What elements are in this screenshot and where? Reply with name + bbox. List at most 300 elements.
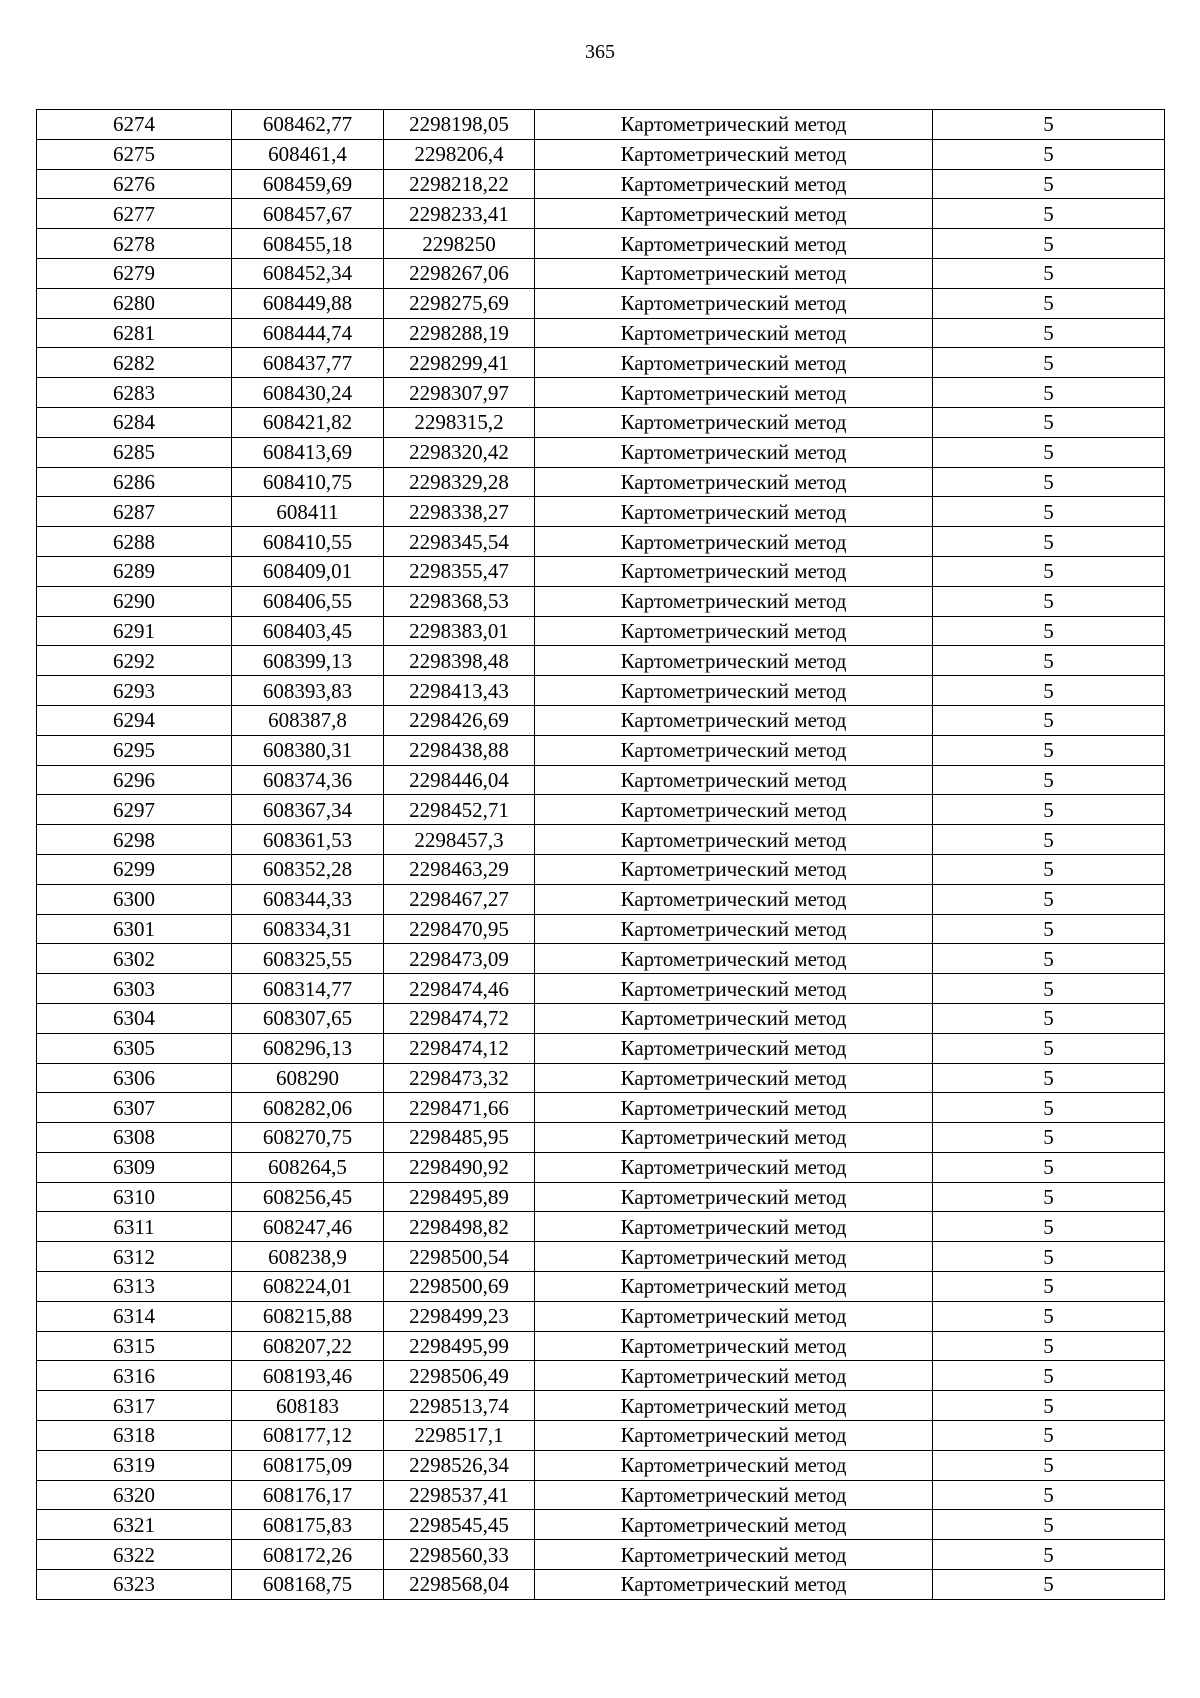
y-coordinate-cell: 2298288,19 (384, 318, 535, 348)
accuracy-cell: 5 (933, 1033, 1165, 1063)
table-row (37, 735, 1165, 765)
accuracy-cell: 5 (933, 169, 1165, 199)
y-coordinate-cell: 2298500,69 (384, 1272, 535, 1302)
y-coordinate-cell: 2298568,04 (384, 1570, 535, 1600)
y-coordinate-cell: 2298452,71 (384, 795, 535, 825)
y-coordinate-cell: 2298457,3 (384, 825, 535, 855)
x-coordinate-cell: 608314,77 (232, 974, 384, 1004)
x-coordinate-cell: 608410,75 (232, 467, 384, 497)
method-cell: Картометрический метод (535, 795, 933, 825)
point-number-cell: 6280 (37, 288, 232, 318)
x-coordinate-cell: 608374,36 (232, 765, 384, 795)
table-row (37, 854, 1165, 884)
accuracy-cell: 5 (933, 110, 1165, 140)
x-coordinate-cell: 608361,53 (232, 825, 384, 855)
accuracy-cell: 5 (933, 1212, 1165, 1242)
point-number-cell: 6289 (37, 556, 232, 586)
point-number-cell: 6291 (37, 616, 232, 646)
x-coordinate-cell: 608256,45 (232, 1182, 384, 1212)
point-number-cell: 6294 (37, 705, 232, 735)
accuracy-cell: 5 (933, 884, 1165, 914)
table-row (37, 914, 1165, 944)
table-row (37, 1450, 1165, 1480)
method-cell: Картометрический метод (535, 884, 933, 914)
x-coordinate-cell: 608393,83 (232, 676, 384, 706)
y-coordinate-cell: 2298345,54 (384, 527, 535, 557)
table-row (37, 825, 1165, 855)
method-cell: Картометрический метод (535, 378, 933, 408)
method-cell: Картометрический метод (535, 1421, 933, 1451)
accuracy-cell: 5 (933, 1063, 1165, 1093)
table-row (37, 527, 1165, 557)
y-coordinate-cell: 2298471,66 (384, 1093, 535, 1123)
y-coordinate-cell: 2298299,41 (384, 348, 535, 378)
y-coordinate-cell: 2298499,23 (384, 1301, 535, 1331)
accuracy-cell: 5 (933, 407, 1165, 437)
method-cell: Картометрический метод (535, 1272, 933, 1302)
y-coordinate-cell: 2298500,54 (384, 1242, 535, 1272)
method-cell: Картометрический метод (535, 944, 933, 974)
y-coordinate-cell: 2298495,99 (384, 1331, 535, 1361)
accuracy-cell: 5 (933, 556, 1165, 586)
method-cell: Картометрический метод (535, 1093, 933, 1123)
y-coordinate-cell: 2298426,69 (384, 705, 535, 735)
x-coordinate-cell: 608176,17 (232, 1480, 384, 1510)
accuracy-cell: 5 (933, 1421, 1165, 1451)
x-coordinate-cell: 608172,26 (232, 1540, 384, 1570)
x-coordinate-cell: 608403,45 (232, 616, 384, 646)
method-cell: Картометрический метод (535, 169, 933, 199)
table-row (37, 1003, 1165, 1033)
table-row (37, 288, 1165, 318)
x-coordinate-cell: 608325,55 (232, 944, 384, 974)
accuracy-cell: 5 (933, 288, 1165, 318)
table-row (37, 646, 1165, 676)
x-coordinate-cell: 608409,01 (232, 556, 384, 586)
accuracy-cell: 5 (933, 944, 1165, 974)
method-cell: Картометрический метод (535, 1063, 933, 1093)
table-row (37, 676, 1165, 706)
method-cell: Картометрический метод (535, 1540, 933, 1570)
method-cell: Картометрический метод (535, 1361, 933, 1391)
x-coordinate-cell: 608459,69 (232, 169, 384, 199)
x-coordinate-cell: 608462,77 (232, 110, 384, 140)
table-row (37, 1063, 1165, 1093)
table-row (37, 1093, 1165, 1123)
accuracy-cell: 5 (933, 1331, 1165, 1361)
point-number-cell: 6283 (37, 378, 232, 408)
table-row (37, 497, 1165, 527)
x-coordinate-cell: 608421,82 (232, 407, 384, 437)
point-number-cell: 6299 (37, 854, 232, 884)
method-cell: Картометрический метод (535, 616, 933, 646)
x-coordinate-cell: 608452,34 (232, 258, 384, 288)
point-number-cell: 6282 (37, 348, 232, 378)
point-number-cell: 6276 (37, 169, 232, 199)
accuracy-cell: 5 (933, 1242, 1165, 1272)
table-row (37, 765, 1165, 795)
accuracy-cell: 5 (933, 1301, 1165, 1331)
point-number-cell: 6317 (37, 1391, 232, 1421)
x-coordinate-cell: 608175,09 (232, 1450, 384, 1480)
point-number-cell: 6302 (37, 944, 232, 974)
y-coordinate-cell: 2298473,09 (384, 944, 535, 974)
point-number-cell: 6290 (37, 586, 232, 616)
accuracy-cell: 5 (933, 586, 1165, 616)
accuracy-cell: 5 (933, 139, 1165, 169)
method-cell: Картометрический метод (535, 1391, 933, 1421)
method-cell: Картометрический метод (535, 1242, 933, 1272)
point-number-cell: 6316 (37, 1361, 232, 1391)
y-coordinate-cell: 2298498,82 (384, 1212, 535, 1242)
point-number-cell: 6300 (37, 884, 232, 914)
table-row (37, 556, 1165, 586)
table-row (37, 1361, 1165, 1391)
method-cell: Картометрический метод (535, 1570, 933, 1600)
point-number-cell: 6278 (37, 229, 232, 259)
point-number-cell: 6304 (37, 1003, 232, 1033)
method-cell: Картометрический метод (535, 1003, 933, 1033)
x-coordinate-cell: 608207,22 (232, 1331, 384, 1361)
accuracy-cell: 5 (933, 467, 1165, 497)
method-cell: Картометрический метод (535, 1152, 933, 1182)
accuracy-cell: 5 (933, 1152, 1165, 1182)
x-coordinate-cell: 608387,8 (232, 705, 384, 735)
table-row (37, 1421, 1165, 1451)
method-cell: Картометрический метод (535, 1123, 933, 1153)
method-cell: Картометрический метод (535, 258, 933, 288)
accuracy-cell: 5 (933, 229, 1165, 259)
point-number-cell: 6279 (37, 258, 232, 288)
table-row (37, 1033, 1165, 1063)
y-coordinate-cell: 2298495,89 (384, 1182, 535, 1212)
table-row (37, 1182, 1165, 1212)
table-row (37, 229, 1165, 259)
point-number-cell: 6287 (37, 497, 232, 527)
table-row (37, 884, 1165, 914)
method-cell: Картометрический метод (535, 1450, 933, 1480)
method-cell: Картометрический метод (535, 229, 933, 259)
point-number-cell: 6281 (37, 318, 232, 348)
y-coordinate-cell: 2298267,06 (384, 258, 535, 288)
method-cell: Картометрический метод (535, 586, 933, 616)
method-cell: Картометрический метод (535, 854, 933, 884)
table-row (37, 169, 1165, 199)
method-cell: Картометрический метод (535, 1480, 933, 1510)
y-coordinate-cell: 2298513,74 (384, 1391, 535, 1421)
accuracy-cell: 5 (933, 1182, 1165, 1212)
y-coordinate-cell: 2298320,42 (384, 437, 535, 467)
method-cell: Картометрический метод (535, 110, 933, 140)
point-number-cell: 6308 (37, 1123, 232, 1153)
method-cell: Картометрический метод (535, 556, 933, 586)
x-coordinate-cell: 608334,31 (232, 914, 384, 944)
x-coordinate-cell: 608307,65 (232, 1003, 384, 1033)
y-coordinate-cell: 2298438,88 (384, 735, 535, 765)
point-number-cell: 6288 (37, 527, 232, 557)
table-row (37, 1242, 1165, 1272)
x-coordinate-cell: 608449,88 (232, 288, 384, 318)
y-coordinate-cell: 2298526,34 (384, 1450, 535, 1480)
y-coordinate-cell: 2298233,41 (384, 199, 535, 229)
y-coordinate-cell: 2298355,47 (384, 556, 535, 586)
table-row (37, 1123, 1165, 1153)
method-cell: Картометрический метод (535, 139, 933, 169)
method-cell: Картометрический метод (535, 1033, 933, 1063)
method-cell: Картометрический метод (535, 974, 933, 1004)
point-number-cell: 6314 (37, 1301, 232, 1331)
accuracy-cell: 5 (933, 378, 1165, 408)
accuracy-cell: 5 (933, 676, 1165, 706)
method-cell: Картометрический метод (535, 348, 933, 378)
point-number-cell: 6298 (37, 825, 232, 855)
point-number-cell: 6295 (37, 735, 232, 765)
method-cell: Картометрический метод (535, 527, 933, 557)
y-coordinate-cell: 2298485,95 (384, 1123, 535, 1153)
y-coordinate-cell: 2298474,72 (384, 1003, 535, 1033)
table-row (37, 348, 1165, 378)
table-row (37, 1152, 1165, 1182)
table-row (37, 139, 1165, 169)
y-coordinate-cell: 2298383,01 (384, 616, 535, 646)
y-coordinate-cell: 2298275,69 (384, 288, 535, 318)
point-number-cell: 6307 (37, 1093, 232, 1123)
y-coordinate-cell: 2298463,29 (384, 854, 535, 884)
accuracy-cell: 5 (933, 735, 1165, 765)
accuracy-cell: 5 (933, 765, 1165, 795)
point-number-cell: 6292 (37, 646, 232, 676)
y-coordinate-cell: 2298413,43 (384, 676, 535, 706)
method-cell: Картометрический метод (535, 467, 933, 497)
point-number-cell: 6310 (37, 1182, 232, 1212)
table-row (37, 110, 1165, 140)
accuracy-cell: 5 (933, 1510, 1165, 1540)
x-coordinate-cell: 608247,46 (232, 1212, 384, 1242)
table-row (37, 258, 1165, 288)
point-number-cell: 6319 (37, 1450, 232, 1480)
x-coordinate-cell: 608193,46 (232, 1361, 384, 1391)
table-row (37, 586, 1165, 616)
method-cell: Картометрический метод (535, 914, 933, 944)
accuracy-cell: 5 (933, 1123, 1165, 1153)
x-coordinate-cell: 608430,24 (232, 378, 384, 408)
accuracy-cell: 5 (933, 318, 1165, 348)
x-coordinate-cell: 608296,13 (232, 1033, 384, 1063)
accuracy-cell: 5 (933, 258, 1165, 288)
y-coordinate-cell: 2298218,22 (384, 169, 535, 199)
table-row (37, 1480, 1165, 1510)
coordinates-table-body (37, 110, 1165, 1600)
page-number: 365 (585, 41, 615, 63)
method-cell: Картометрический метод (535, 1510, 933, 1540)
x-coordinate-cell: 608175,83 (232, 1510, 384, 1540)
accuracy-cell: 5 (933, 854, 1165, 884)
table-row (37, 974, 1165, 1004)
point-number-cell: 6306 (37, 1063, 232, 1093)
x-coordinate-cell: 608380,31 (232, 735, 384, 765)
table-row (37, 1510, 1165, 1540)
point-number-cell: 6275 (37, 139, 232, 169)
table-row (37, 1331, 1165, 1361)
x-coordinate-cell: 608270,75 (232, 1123, 384, 1153)
accuracy-cell: 5 (933, 1003, 1165, 1033)
y-coordinate-cell: 2298446,04 (384, 765, 535, 795)
point-number-cell: 6318 (37, 1421, 232, 1451)
x-coordinate-cell: 608457,67 (232, 199, 384, 229)
method-cell: Картометрический метод (535, 407, 933, 437)
method-cell: Картометрический метод (535, 1182, 933, 1212)
y-coordinate-cell: 2298329,28 (384, 467, 535, 497)
point-number-cell: 6305 (37, 1033, 232, 1063)
table-row (37, 378, 1165, 408)
x-coordinate-cell: 608444,74 (232, 318, 384, 348)
point-number-cell: 6312 (37, 1242, 232, 1272)
point-number-cell: 6293 (37, 676, 232, 706)
x-coordinate-cell: 608410,55 (232, 527, 384, 557)
accuracy-cell: 5 (933, 616, 1165, 646)
method-cell: Картометрический метод (535, 765, 933, 795)
table-row (37, 944, 1165, 974)
y-coordinate-cell: 2298473,32 (384, 1063, 535, 1093)
method-cell: Картометрический метод (535, 288, 933, 318)
coordinates-table (36, 109, 1165, 1600)
point-number-cell: 6285 (37, 437, 232, 467)
point-number-cell: 6313 (37, 1272, 232, 1302)
table-row (37, 795, 1165, 825)
accuracy-cell: 5 (933, 527, 1165, 557)
y-coordinate-cell: 2298560,33 (384, 1540, 535, 1570)
table-row (37, 437, 1165, 467)
x-coordinate-cell: 608406,55 (232, 586, 384, 616)
accuracy-cell: 5 (933, 914, 1165, 944)
method-cell: Картометрический метод (535, 437, 933, 467)
point-number-cell: 6311 (37, 1212, 232, 1242)
accuracy-cell: 5 (933, 1272, 1165, 1302)
y-coordinate-cell: 2298474,46 (384, 974, 535, 1004)
method-cell: Картометрический метод (535, 318, 933, 348)
point-number-cell: 6309 (37, 1152, 232, 1182)
y-coordinate-cell: 2298307,97 (384, 378, 535, 408)
accuracy-cell: 5 (933, 705, 1165, 735)
y-coordinate-cell: 2298250 (384, 229, 535, 259)
accuracy-cell: 5 (933, 199, 1165, 229)
method-cell: Картометрический метод (535, 705, 933, 735)
table-row (37, 1391, 1165, 1421)
x-coordinate-cell: 608461,4 (232, 139, 384, 169)
x-coordinate-cell: 608238,9 (232, 1242, 384, 1272)
x-coordinate-cell: 608168,75 (232, 1570, 384, 1600)
table-row (37, 1272, 1165, 1302)
method-cell: Картометрический метод (535, 1331, 933, 1361)
method-cell: Картометрический метод (535, 825, 933, 855)
x-coordinate-cell: 608177,12 (232, 1421, 384, 1451)
accuracy-cell: 5 (933, 437, 1165, 467)
accuracy-cell: 5 (933, 1361, 1165, 1391)
point-number-cell: 6321 (37, 1510, 232, 1540)
table-row (37, 705, 1165, 735)
point-number-cell: 6301 (37, 914, 232, 944)
table-row (37, 1540, 1165, 1570)
point-number-cell: 6297 (37, 795, 232, 825)
x-coordinate-cell: 608282,06 (232, 1093, 384, 1123)
point-number-cell: 6296 (37, 765, 232, 795)
accuracy-cell: 5 (933, 1450, 1165, 1480)
y-coordinate-cell: 2298545,45 (384, 1510, 535, 1540)
x-coordinate-cell: 608352,28 (232, 854, 384, 884)
y-coordinate-cell: 2298206,4 (384, 139, 535, 169)
table-row (37, 467, 1165, 497)
x-coordinate-cell: 608411 (232, 497, 384, 527)
table-row (37, 199, 1165, 229)
y-coordinate-cell: 2298537,41 (384, 1480, 535, 1510)
x-coordinate-cell: 608399,13 (232, 646, 384, 676)
x-coordinate-cell: 608437,77 (232, 348, 384, 378)
point-number-cell: 6277 (37, 199, 232, 229)
accuracy-cell: 5 (933, 1570, 1165, 1600)
x-coordinate-cell: 608344,33 (232, 884, 384, 914)
x-coordinate-cell: 608183 (232, 1391, 384, 1421)
table-row (37, 616, 1165, 646)
table-row (37, 407, 1165, 437)
y-coordinate-cell: 2298474,12 (384, 1033, 535, 1063)
y-coordinate-cell: 2298338,27 (384, 497, 535, 527)
method-cell: Картометрический метод (535, 735, 933, 765)
point-number-cell: 6286 (37, 467, 232, 497)
accuracy-cell: 5 (933, 1093, 1165, 1123)
point-number-cell: 6320 (37, 1480, 232, 1510)
method-cell: Картометрический метод (535, 497, 933, 527)
y-coordinate-cell: 2298368,53 (384, 586, 535, 616)
point-number-cell: 6274 (37, 110, 232, 140)
x-coordinate-cell: 608224,01 (232, 1272, 384, 1302)
point-number-cell: 6322 (37, 1540, 232, 1570)
y-coordinate-cell: 2298470,95 (384, 914, 535, 944)
y-coordinate-cell: 2298315,2 (384, 407, 535, 437)
x-coordinate-cell: 608264,5 (232, 1152, 384, 1182)
table-row (37, 318, 1165, 348)
table-row (37, 1212, 1165, 1242)
table-row (37, 1570, 1165, 1600)
point-number-cell: 6303 (37, 974, 232, 1004)
method-cell: Картометрический метод (535, 199, 933, 229)
x-coordinate-cell: 608455,18 (232, 229, 384, 259)
accuracy-cell: 5 (933, 795, 1165, 825)
y-coordinate-cell: 2298198,05 (384, 110, 535, 140)
y-coordinate-cell: 2298517,1 (384, 1421, 535, 1451)
method-cell: Картометрический метод (535, 646, 933, 676)
x-coordinate-cell: 608413,69 (232, 437, 384, 467)
y-coordinate-cell: 2298490,92 (384, 1152, 535, 1182)
accuracy-cell: 5 (933, 974, 1165, 1004)
x-coordinate-cell: 608367,34 (232, 795, 384, 825)
point-number-cell: 6323 (37, 1570, 232, 1600)
method-cell: Картометрический метод (535, 1212, 933, 1242)
x-coordinate-cell: 608215,88 (232, 1301, 384, 1331)
accuracy-cell: 5 (933, 497, 1165, 527)
accuracy-cell: 5 (933, 1480, 1165, 1510)
method-cell: Картометрический метод (535, 676, 933, 706)
y-coordinate-cell: 2298506,49 (384, 1361, 535, 1391)
point-number-cell: 6315 (37, 1331, 232, 1361)
method-cell: Картометрический метод (535, 1301, 933, 1331)
accuracy-cell: 5 (933, 1540, 1165, 1570)
y-coordinate-cell: 2298467,27 (384, 884, 535, 914)
accuracy-cell: 5 (933, 348, 1165, 378)
accuracy-cell: 5 (933, 825, 1165, 855)
accuracy-cell: 5 (933, 1391, 1165, 1421)
table-row (37, 1301, 1165, 1331)
y-coordinate-cell: 2298398,48 (384, 646, 535, 676)
